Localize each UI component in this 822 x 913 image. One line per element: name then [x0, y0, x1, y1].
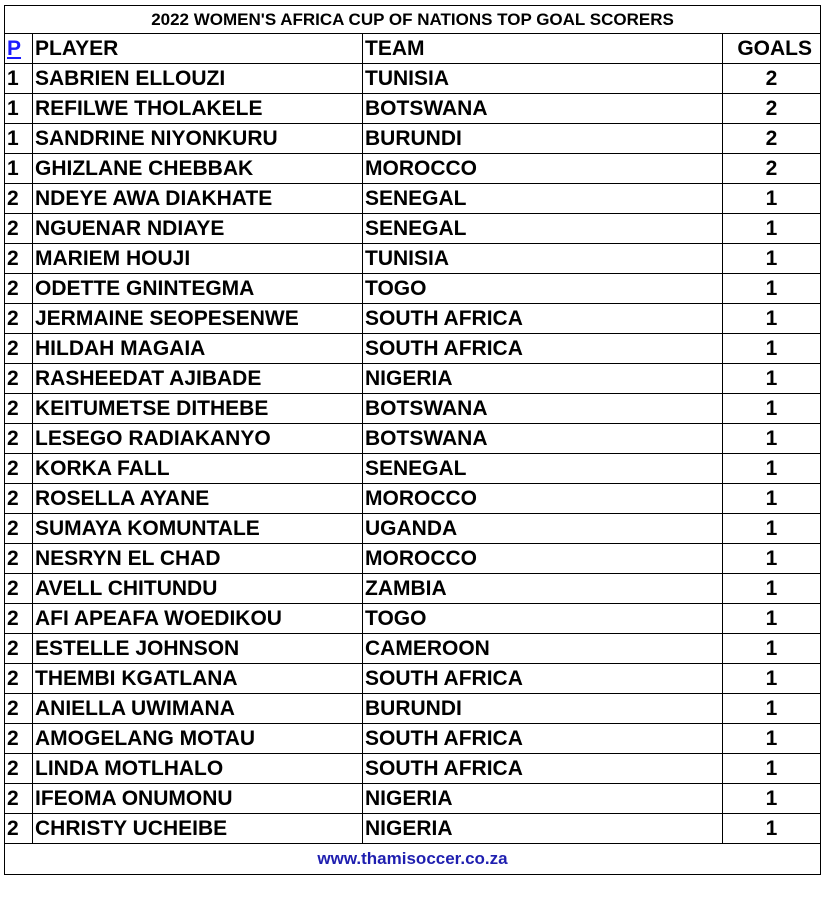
table-row — [5, 484, 821, 514]
team-cell: NIGERIA — [363, 364, 723, 394]
team-cell: MOROCCO — [363, 544, 723, 574]
position-cell: 2 — [5, 184, 33, 214]
table-row — [5, 754, 821, 784]
team-cell: NIGERIA — [363, 784, 723, 814]
table-row — [5, 64, 821, 94]
header-player: PLAYER — [33, 34, 363, 64]
goals-cell: 2 — [723, 154, 821, 184]
goals-cell: 1 — [723, 364, 821, 394]
table-row — [5, 784, 821, 814]
player-cell: AMOGELANG MOTAU — [33, 724, 363, 754]
goals-cell: 2 — [723, 124, 821, 154]
goals-cell: 1 — [723, 724, 821, 754]
goals-cell: 1 — [723, 274, 821, 304]
header-team: TEAM — [363, 34, 723, 64]
goals-cell: 1 — [723, 214, 821, 244]
goals-cell: 1 — [723, 484, 821, 514]
table-row — [5, 664, 821, 694]
player-cell: NESRYN EL CHAD — [33, 544, 363, 574]
player-cell: HILDAH MAGAIA — [33, 334, 363, 364]
table-row — [5, 514, 821, 544]
team-cell: SOUTH AFRICA — [363, 754, 723, 784]
table-row — [5, 694, 821, 724]
team-cell: UGANDA — [363, 514, 723, 544]
table-row — [5, 244, 821, 274]
position-cell: 2 — [5, 664, 33, 694]
header-position-link[interactable]: P — [7, 36, 22, 60]
header-goals: GOALS — [723, 34, 821, 64]
player-cell: ANIELLA UWIMANA — [33, 694, 363, 724]
team-cell: BOTSWANA — [363, 424, 723, 454]
team-cell: CAMEROON — [363, 634, 723, 664]
team-cell: MOROCCO — [363, 154, 723, 184]
player-cell: AVELL CHITUNDU — [33, 574, 363, 604]
position-cell: 2 — [5, 814, 33, 844]
goals-cell: 1 — [723, 784, 821, 814]
player-cell: KEITUMETSE DITHEBE — [33, 394, 363, 424]
position-cell: 2 — [5, 334, 33, 364]
goals-cell: 1 — [723, 334, 821, 364]
player-cell: IFEOMA ONUMONU — [33, 784, 363, 814]
table-row — [5, 154, 821, 184]
player-cell: LESEGO RADIAKANYO — [33, 424, 363, 454]
goals-cell: 2 — [723, 64, 821, 94]
table-row — [5, 814, 821, 844]
top-scorers-table — [4, 5, 821, 875]
table-row — [5, 94, 821, 124]
player-cell: MARIEM HOUJI — [33, 244, 363, 274]
table-title: 2022 WOMEN'S AFRICA CUP OF NATIONS TOP GOAL SCORERS — [5, 6, 821, 34]
table-row — [5, 364, 821, 394]
team-cell: SOUTH AFRICA — [363, 334, 723, 364]
position-cell: 1 — [5, 154, 33, 184]
team-cell: BOTSWANA — [363, 94, 723, 124]
table-row — [5, 394, 821, 424]
player-cell: SUMAYA KOMUNTALE — [33, 514, 363, 544]
table-row — [5, 634, 821, 664]
position-cell: 2 — [5, 754, 33, 784]
position-cell: 2 — [5, 214, 33, 244]
team-cell: SOUTH AFRICA — [363, 304, 723, 334]
position-cell: 2 — [5, 424, 33, 454]
team-cell: NIGERIA — [363, 814, 723, 844]
position-cell: 2 — [5, 364, 33, 394]
player-cell: AFI APEAFA WOEDIKOU — [33, 604, 363, 634]
table-row — [5, 214, 821, 244]
player-cell: JERMAINE SEOPESENWE — [33, 304, 363, 334]
table-body — [5, 6, 821, 875]
table-row — [5, 574, 821, 604]
table-row — [5, 454, 821, 484]
header-row — [5, 34, 821, 64]
team-cell: BURUNDI — [363, 694, 723, 724]
player-cell: REFILWE THOLAKELE — [33, 94, 363, 124]
player-cell: ROSELLA AYANE — [33, 484, 363, 514]
player-cell: GHIZLANE CHEBBAK — [33, 154, 363, 184]
table-row — [5, 604, 821, 634]
position-cell: 1 — [5, 94, 33, 124]
team-cell: ZAMBIA — [363, 574, 723, 604]
table-row — [5, 274, 821, 304]
team-cell: BOTSWANA — [363, 394, 723, 424]
player-cell: LINDA MOTLHALO — [33, 754, 363, 784]
goals-cell: 1 — [723, 574, 821, 604]
table-row — [5, 334, 821, 364]
goals-cell: 1 — [723, 304, 821, 334]
position-cell: 2 — [5, 574, 33, 604]
team-cell: TUNISIA — [363, 64, 723, 94]
position-cell: 2 — [5, 694, 33, 724]
team-cell: SENEGAL — [363, 454, 723, 484]
goals-cell: 1 — [723, 244, 821, 274]
goals-cell: 1 — [723, 514, 821, 544]
goals-cell: 1 — [723, 664, 821, 694]
team-cell: SOUTH AFRICA — [363, 664, 723, 694]
goals-cell: 1 — [723, 634, 821, 664]
position-cell: 2 — [5, 544, 33, 574]
team-cell: MOROCCO — [363, 484, 723, 514]
position-cell: 2 — [5, 784, 33, 814]
player-cell: SANDRINE NIYONKURU — [33, 124, 363, 154]
footer-row — [5, 844, 821, 875]
team-cell: TUNISIA — [363, 244, 723, 274]
player-cell: SABRIEN ELLOUZI — [33, 64, 363, 94]
player-cell: ESTELLE JOHNSON — [33, 634, 363, 664]
table-row — [5, 124, 821, 154]
goals-cell: 1 — [723, 544, 821, 574]
position-cell: 1 — [5, 124, 33, 154]
goals-cell: 1 — [723, 454, 821, 484]
player-cell: KORKA FALL — [33, 454, 363, 484]
position-cell: 2 — [5, 604, 33, 634]
team-cell: SENEGAL — [363, 184, 723, 214]
player-cell: ODETTE GNINTEGMA — [33, 274, 363, 304]
footer-cell — [5, 844, 821, 875]
goals-cell: 1 — [723, 394, 821, 424]
position-cell: 2 — [5, 724, 33, 754]
header-position-cell — [5, 34, 33, 64]
player-cell: RASHEEDAT AJIBADE — [33, 364, 363, 394]
goals-cell: 1 — [723, 424, 821, 454]
team-cell: TOGO — [363, 274, 723, 304]
goals-cell: 1 — [723, 694, 821, 724]
position-cell: 2 — [5, 244, 33, 274]
goals-cell: 1 — [723, 184, 821, 214]
position-cell: 2 — [5, 304, 33, 334]
goals-cell: 1 — [723, 604, 821, 634]
player-cell: CHRISTY UCHEIBE — [33, 814, 363, 844]
position-cell: 2 — [5, 454, 33, 484]
player-cell: NDEYE AWA DIAKHATE — [33, 184, 363, 214]
goals-cell: 1 — [723, 754, 821, 784]
position-cell: 1 — [5, 64, 33, 94]
title-row — [5, 6, 821, 34]
team-cell: TOGO — [363, 604, 723, 634]
table-row — [5, 544, 821, 574]
player-cell: THEMBI KGATLANA — [33, 664, 363, 694]
position-cell: 2 — [5, 484, 33, 514]
team-cell: SENEGAL — [363, 214, 723, 244]
team-cell: BURUNDI — [363, 124, 723, 154]
table-row — [5, 304, 821, 334]
goals-cell: 2 — [723, 94, 821, 124]
position-cell: 2 — [5, 394, 33, 424]
team-cell: SOUTH AFRICA — [363, 724, 723, 754]
website-link[interactable]: www.thamisoccer.co.za — [317, 849, 508, 868]
table-row — [5, 724, 821, 754]
position-cell: 2 — [5, 274, 33, 304]
goals-cell: 1 — [723, 814, 821, 844]
player-cell: NGUENAR NDIAYE — [33, 214, 363, 244]
position-cell: 2 — [5, 634, 33, 664]
position-cell: 2 — [5, 514, 33, 544]
table-row — [5, 424, 821, 454]
table-row — [5, 184, 821, 214]
